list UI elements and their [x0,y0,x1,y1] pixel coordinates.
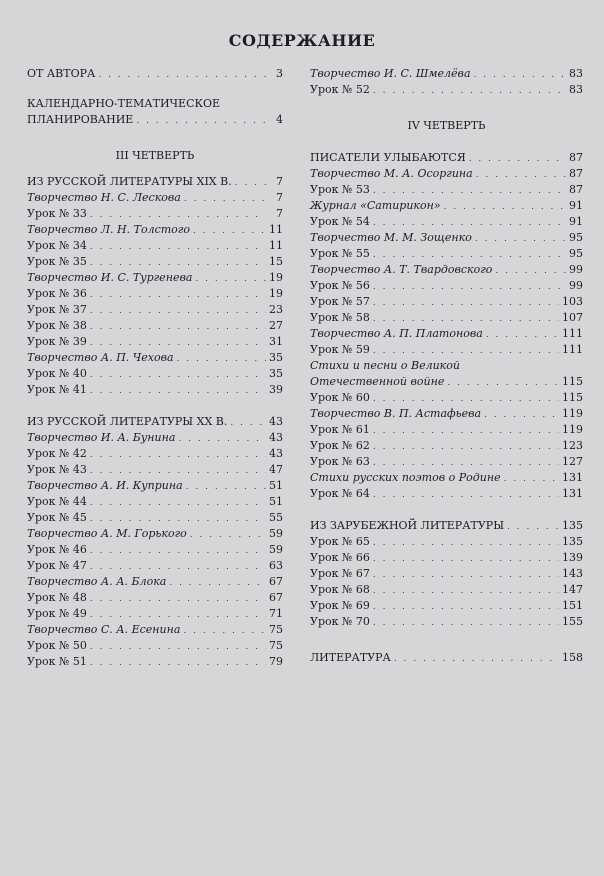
leader-dots [183,623,266,639]
toc-entry-page: 139 [562,551,583,564]
toc-entry [27,286,283,302]
toc-entry-page: 31 [269,335,283,348]
toc-entry-page: 95 [569,247,583,260]
leader-dots [373,343,559,359]
toc-entry-page: 135 [562,535,583,548]
toc-entry [310,342,583,358]
toc-entry-label: Урок № 47 [27,559,87,572]
leader-dots [394,651,559,667]
toc-entry-label: Урок № 70 [310,615,370,628]
leader-dots [90,207,266,223]
toc-entry-page: 19 [269,271,283,284]
toc-entry-label: ИЗ РУССКОЙ ЛИТЕРАТУРЫ XIX В. [27,175,232,188]
leader-dots [90,591,266,607]
leader-dots [90,463,266,479]
toc-entry [27,606,283,622]
toc-entry [27,526,283,542]
toc-entry-label: Урок № 33 [27,207,87,220]
toc-entry [310,66,583,82]
quarter-heading: III ЧЕТВЕРТЬ [115,149,195,162]
leader-dots [373,215,566,231]
toc-entry-label: Урок № 67 [310,567,370,580]
leader-dots [469,151,566,167]
toc-entry-page: 83 [569,67,583,80]
leader-dots [90,287,266,303]
toc-entry [310,406,583,422]
toc-entry-label: Урок № 40 [27,367,87,380]
toc-entry-page: 15 [269,255,283,268]
leader-dots [90,543,266,559]
leader-dots [373,311,559,327]
leader-dots [373,567,559,583]
leader-dots [476,167,566,183]
leader-dots [90,335,266,351]
toc-entry-label: Творчество М. А. Осоргина [310,167,473,180]
toc-entry-page: 131 [562,487,583,500]
leader-dots [447,375,559,391]
toc-entry-page: 43 [269,431,283,444]
toc-entry-author [27,66,283,82]
toc-entry [310,310,583,326]
toc-entry-label: Стихи русских поэтов о Родине [310,471,501,484]
leader-dots [90,495,266,511]
leader-dots [373,295,559,311]
toc-entry-page: 39 [269,383,283,396]
toc-entry [27,558,283,574]
toc-entry [27,254,283,270]
toc-entry-page: 115 [562,375,583,388]
leader-dots [136,113,266,129]
leader-dots [90,511,266,527]
toc-entry-page: 63 [269,559,283,572]
toc-entry-page: 127 [562,455,583,468]
toc-section-19 [27,174,283,398]
toc-entry-page: 107 [562,311,583,324]
leader-dots [373,599,559,615]
toc-entry-label: Урок № 39 [27,335,87,348]
toc-entry-label: Урок № 34 [27,239,87,252]
toc-section-foreign [310,518,583,630]
toc-entry-label: Творчество С. А. Есенина [27,623,181,636]
toc-entry-page: 155 [562,615,583,628]
toc-entry-label: Урок № 41 [27,383,87,396]
toc-entry-label: Творчество В. П. Астафьева [310,407,482,420]
leader-dots [193,223,266,239]
leader-dots [90,607,266,623]
toc-entry-page: 51 [269,495,283,508]
toc-entry-page: 35 [269,351,283,364]
toc-entry [310,374,583,390]
toc-entry [310,262,583,278]
toc-entry-page: 75 [269,623,283,636]
toc-entry [310,278,583,294]
toc-entry-page: 99 [569,279,583,292]
toc-entry-label: Урок № 44 [27,495,87,508]
leader-dots [373,183,566,199]
toc-entry-page: 119 [562,423,583,436]
toc-entry-page: 99 [569,263,583,276]
toc-right-column [310,66,583,666]
toc-entry-label: Урок № 56 [310,279,370,292]
toc-entry-page: 79 [269,655,283,668]
toc-entry [310,550,583,566]
quarter-heading: IV ЧЕТВЕРТЬ [407,119,486,132]
leader-dots [507,519,559,535]
toc-entry-page: 71 [269,607,283,620]
toc-entry [27,270,283,286]
toc-entry [310,390,583,406]
toc-entry-label: Урок № 35 [27,255,87,268]
toc-entry-label: Творчество А. П. Платонова [310,327,483,340]
toc-entry [27,382,283,398]
toc-entry-label: Творчество А. М. Горького [27,527,187,540]
leader-dots [90,239,266,255]
toc-entry-page: 83 [569,83,583,96]
toc-entry [310,470,583,486]
toc-entry-page: 119 [562,407,583,420]
toc-entry-label: Урок № 52 [310,83,370,96]
toc-entry-page: 67 [269,575,283,588]
toc-entry [27,222,283,238]
toc-entry-page: 43 [269,447,283,460]
toc-entry [310,294,583,310]
leader-dots [230,415,266,431]
toc-entry [27,462,283,478]
toc-entry [27,174,283,190]
toc-entry [27,446,283,462]
toc-entry-label: Урок № 51 [27,655,87,668]
toc-entry-page: 19 [269,287,283,300]
toc-entry-page: 115 [562,391,583,404]
toc-entry-page: 87 [569,151,583,164]
toc-entry-label: Урок № 57 [310,295,370,308]
toc-entry-label: ИЗ РУССКОЙ ЛИТЕРАТУРЫ XX В. [27,415,228,428]
leader-dots [486,327,559,343]
toc-entry-label: Творчество А. П. Чехова [27,351,174,364]
toc-entry-page: 7 [276,207,283,220]
toc-entry [310,486,583,502]
leader-dots [373,487,559,503]
toc-entry [310,246,583,262]
toc-entry-label: Урок № 59 [310,343,370,356]
toc-entry-label: Урок № 49 [27,607,87,620]
toc-entry-label: Урок № 36 [27,287,87,300]
toc-entry-label: Урок № 38 [27,319,87,332]
toc-entry [27,190,283,206]
toc-entry-page: 47 [269,463,283,476]
toc-entry [310,326,583,342]
toc-entry-label: Творчество А. И. Куприна [27,479,183,492]
leader-dots [235,175,266,191]
toc-calendar-line1: КАЛЕНДАРНО-ТЕМАТИЧЕСКОЕ [27,97,221,110]
toc-entry [27,494,283,510]
toc-entry [310,82,583,98]
toc-section-shmelev [310,66,583,98]
toc-entry [27,430,283,446]
toc-entry-label: Урок № 46 [27,543,87,556]
toc-entry [27,574,283,590]
toc-entry-page: 95 [569,231,583,244]
toc-entry-page: 3 [276,67,283,80]
leader-dots [90,655,266,671]
toc-entry-label: Творчество А. А. Блока [27,575,167,588]
leader-dots [373,391,559,407]
leader-dots [184,191,266,207]
toc-entry-label: Творчество М. М. Зощенко [310,231,472,244]
toc-entry-label: ПИСАТЕЛИ УЛЫБАЮТСЯ [310,151,466,164]
toc-entry [310,582,583,598]
toc-entry-label: ИЗ ЗАРУБЕЖНОЙ ЛИТЕРАТУРЫ [310,519,505,532]
toc-entry-label: Урок № 37 [27,303,87,316]
leader-dots [90,255,266,271]
toc-entry-page: 23 [269,303,283,316]
toc-entry-label: Творчество И. С. Шмелёва [310,67,471,80]
toc-entry-label: Урок № 50 [27,639,87,652]
toc-entry [27,478,283,494]
toc-entry-label: Урок № 69 [310,599,370,612]
toc-entry-label: Урок № 64 [310,487,370,500]
leader-dots [373,535,559,551]
toc-entry-label: ОТ АВТОРА [27,67,96,80]
toc-entry-page: 75 [269,639,283,652]
leader-dots [90,639,266,655]
toc-entry-page: 11 [269,223,283,236]
toc-entry [27,334,283,350]
leader-dots [178,431,266,447]
page-title: СОДЕРЖАНИЕ [228,31,376,50]
toc-entry-page: 87 [569,167,583,180]
toc-entry-label: Урок № 61 [310,423,370,436]
toc-entry [27,238,283,254]
toc-entry-page: 147 [562,583,583,596]
toc-entry [310,518,583,534]
toc-entry-label: Творчество А. Т. Твардовского [310,263,493,276]
toc-entry [27,302,283,318]
toc-entry-label: Урок № 68 [310,583,370,596]
toc-entry [27,366,283,382]
leader-dots [373,551,559,567]
toc-entry-literature [310,650,583,666]
toc-entry [310,230,583,246]
leader-dots [475,231,566,247]
leader-dots [90,367,266,383]
leader-dots [186,479,266,495]
toc-section-smile-b [310,374,583,502]
leader-dots [90,303,266,319]
toc-entry-label: Урок № 45 [27,511,87,524]
toc-entry [310,614,583,630]
leader-dots [373,455,559,471]
toc-entry-page: 7 [276,191,283,204]
toc-entry-label: ПЛАНИРОВАНИЕ [27,113,134,126]
toc-entry-label: Урок № 55 [310,247,370,260]
toc-entry-page: 111 [562,343,583,356]
toc-entry-label: Урок № 62 [310,439,370,452]
toc-entry [310,214,583,230]
toc-entry-page: 51 [269,479,283,492]
leader-dots [504,471,559,487]
toc-section-20 [27,414,283,670]
toc-entry-page: 59 [269,543,283,556]
toc-entry-page: 43 [269,415,283,428]
toc-entry [27,318,283,334]
toc-entry-page: 158 [562,651,583,664]
leader-dots [474,67,566,83]
leader-dots [90,447,266,463]
leader-dots [373,583,559,599]
leader-dots [98,67,266,83]
toc-entry-label: Творчество Н. С. Лескова [27,191,181,204]
leader-dots [373,247,566,263]
toc-entry-page: 135 [562,519,583,532]
toc-entry-page: 111 [562,327,583,340]
toc-entry-label: Урок № 60 [310,391,370,404]
toc-entry-label: Урок № 43 [27,463,87,476]
toc-entry-label: Журнал «Сатирикон» [310,199,441,212]
toc-entry-page: 103 [562,295,583,308]
toc-entry-label: Урок № 54 [310,215,370,228]
toc-entry [310,534,583,550]
leader-dots [177,351,266,367]
toc-entry-page: 91 [569,199,583,212]
toc-entry-label: Урок № 66 [310,551,370,564]
toc-entry-label: Урок № 65 [310,535,370,548]
toc-entry-page: 4 [276,113,283,126]
toc-entry [27,590,283,606]
leader-dots [373,423,559,439]
toc-war-line1: Стихи и песни о Великой [310,359,460,372]
toc-entry [310,150,583,166]
leader-dots [373,279,566,295]
toc-entry [310,438,583,454]
toc-entry-page: 131 [562,471,583,484]
leader-dots [90,383,266,399]
leader-dots [373,439,559,455]
toc-entry [27,206,283,222]
leader-dots [169,575,266,591]
toc-entry-page: 7 [276,175,283,188]
toc-entry-label: ЛИТЕРАТУРА [310,651,391,664]
toc-entry-label: Творчество И. А. Бунина [27,431,176,444]
toc-entry-page: 35 [269,367,283,380]
toc-entry [310,422,583,438]
toc-entry [310,166,583,182]
toc-entry-page: 59 [269,527,283,540]
leader-dots [90,319,266,335]
leader-dots [484,407,559,423]
toc-entry-label: Урок № 42 [27,447,87,460]
toc-entry [27,542,283,558]
toc-entry [310,598,583,614]
toc-entry-label: Творчество Л. Н. Толстого [27,223,190,236]
toc-entry-page: 11 [269,239,283,252]
leader-dots [495,263,566,279]
toc-entry-label: Урок № 63 [310,455,370,468]
toc-entry-label: Урок № 48 [27,591,87,604]
toc-entry-label: Урок № 53 [310,183,370,196]
toc-entry [27,510,283,526]
toc-entry-page: 55 [269,511,283,524]
toc-entry [310,566,583,582]
toc-entry-page: 143 [562,567,583,580]
toc-entry-calendar [27,112,283,128]
toc-section-smile-a [310,150,583,358]
toc-entry [27,414,283,430]
toc-entry [27,350,283,366]
leader-dots [90,559,266,575]
leader-dots [195,271,266,287]
toc-entry [27,622,283,638]
toc-entry [310,198,583,214]
leader-dots [373,83,566,99]
toc-entry [27,638,283,654]
toc-entry-page: 151 [562,599,583,612]
toc-entry-label: Творчество И. С. Тургенева [27,271,193,284]
toc-entry-page: 67 [269,591,283,604]
toc-entry-label: Отечественной войне [310,375,445,388]
leader-dots [444,199,566,215]
toc-entry-page: 27 [269,319,283,332]
toc-entry-page: 91 [569,215,583,228]
leader-dots [373,615,559,631]
toc-left-column [27,66,283,670]
leader-dots [190,527,266,543]
toc-entry [27,654,283,670]
toc-entry [310,182,583,198]
toc-entry [310,454,583,470]
toc-entry-label: Урок № 58 [310,311,370,324]
toc-entry-page: 123 [562,439,583,452]
toc-entry-page: 87 [569,183,583,196]
